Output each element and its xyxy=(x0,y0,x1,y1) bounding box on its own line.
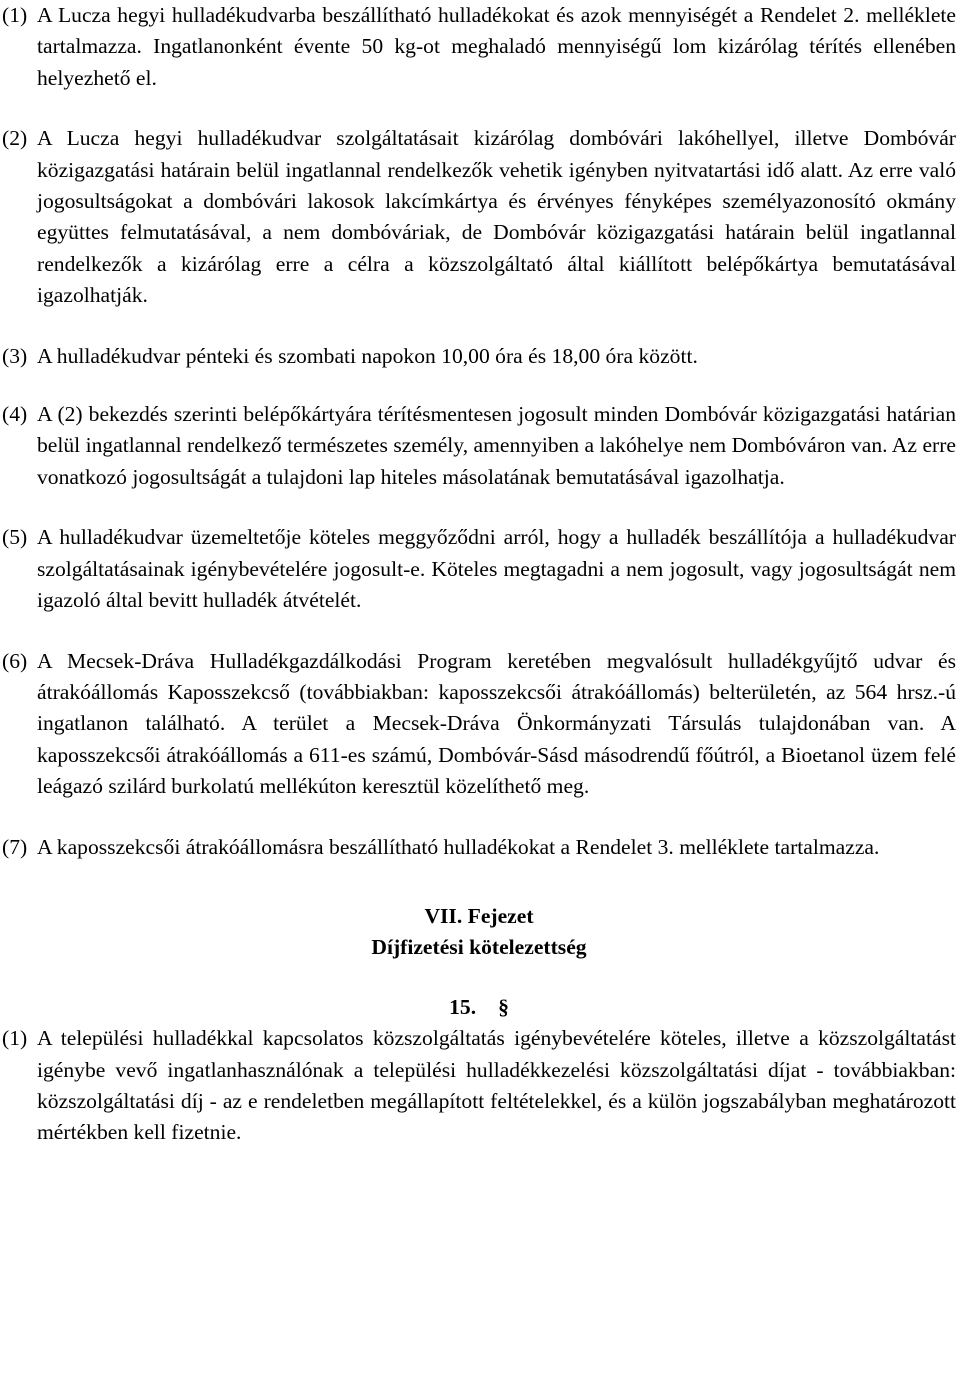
paragraph-2 xyxy=(2,123,956,311)
paragraph-text: A Lucza hegyi hulladékudvar szolgáltatásait kizárólag dombóvári lakóhellyel, illetve Dombóvár közigazgatási határain belül ingatlannal rendelkezők vehetik igényben nyitvatartási idő alatt. Az erre való jogosultságokat a dombóvári lakosok lakcímkártya és érvényes fényképes személyazonosító okmány együttes felmutatásával, a nem dombóváriak, de Dombóvár közigazgatási határain belül ingatlannal rendelkezők a kizárólag erre a célra a közszolgáltató által kiállított belépőkártya bemutatásával igazolhatják. xyxy=(37,126,956,308)
paragraph-number: (5) xyxy=(2,525,28,550)
paragraph-text: A hulladékudvar pénteki és szombati napokon 10,00 óra és 18,00 óra között. xyxy=(37,343,698,368)
section-15-paragraph-1 xyxy=(2,1023,956,1149)
paragraph-number: (6) xyxy=(2,648,28,673)
paragraph-text: A (2) bekezdés szerinti belépőkártyára térítésmentesen jogosult minden Dombóvár közigazgatási határian belül ingatlannal rendelkező természetes személy, amennyiben a lakóhelye nem Dombóváron van. Az erre vonatkozó jogosultságát a tulajdoni lap hiteles másolatának bemutatásával igazolhatja. xyxy=(37,402,956,489)
section-sign: § xyxy=(498,994,509,1019)
paragraph-7 xyxy=(2,832,956,863)
paragraph-number: (1) xyxy=(2,3,28,27)
paragraph-text: A hulladékudvar üzemeltetője köteles meggyőződni arról, hogy a hulladék beszállítója a hulladékudvar szolgáltatásainak igénybevételére jogosult-e. Köteles megtagadni a nem jogosult, vagy jogosultságát nem igazoló által bevitt hulladék átvételét. xyxy=(37,525,956,613)
paragraph-number: (4) xyxy=(2,402,28,427)
chapter-number: VII. Fejezet xyxy=(424,903,534,928)
paragraph-number: (7) xyxy=(2,834,28,859)
paragraph-1 xyxy=(2,0,956,94)
paragraph-text: A Lucza hegyi hulladékudvarba beszállítható hulladékokat és azok mennyiségét a Rendelet 2. melléklete tartalmazza. Ingatlanonként évente 50 kg-ot meghaladó mennyiségű lom kizárólag térítés ellenében helyezhető el. xyxy=(37,3,956,90)
section-number: 15. xyxy=(449,994,477,1019)
paragraph-6 xyxy=(2,646,956,803)
paragraph-number: (3) xyxy=(2,343,28,368)
paragraph-5 xyxy=(2,522,956,616)
paragraph-3 xyxy=(2,341,956,372)
paragraph-number: (2) xyxy=(2,126,28,151)
paragraph-number: (1) xyxy=(2,1026,28,1051)
section-heading xyxy=(2,992,956,1023)
paragraph-text: A települési hulladékkal kapcsolatos közszolgáltatás igénybevételére köteles, illetve a közszolgáltatást igénybe vevő ingatlanhasználónak a települési hulladékkezelési közszolgáltatási díjat - továbbiakban: közszolgáltatási díj - az e rendeletben megállapított feltételekkel, és a külön jogszabályban meghatározott mértékben kell fizetnie. xyxy=(37,1026,956,1145)
chapter-heading xyxy=(2,901,956,964)
chapter-title: Díjfizetési kötelezettség xyxy=(371,935,587,960)
paragraph-text: A kaposszekcsői átrakóállomásra beszállítható hulladékokat a Rendelet 3. melléklete tartalmazza. xyxy=(37,834,880,859)
paragraph-4 xyxy=(2,399,956,493)
paragraph-text: A Mecsek-Dráva Hulladékgazdálkodási Program keretében megvalósult hulladékgyűjtő udvar és átrakóállomás Kaposszekcső (továbbiakban: kaposszekcsői átrakóállomás) belterületén, az 564 hrsz.-ú ingatlanon található. A terület a Mecsek-Dráva Önkormányzati Társulás tulajdonában van. A kaposszekcsői átrakóállomás a 611-es számú, Dombóvár-Sásd másodrendű főútról, a Bioetanol üzem felé leágazó szilárd burkolatú mellékúton keresztül közelíthető meg. xyxy=(37,648,956,799)
